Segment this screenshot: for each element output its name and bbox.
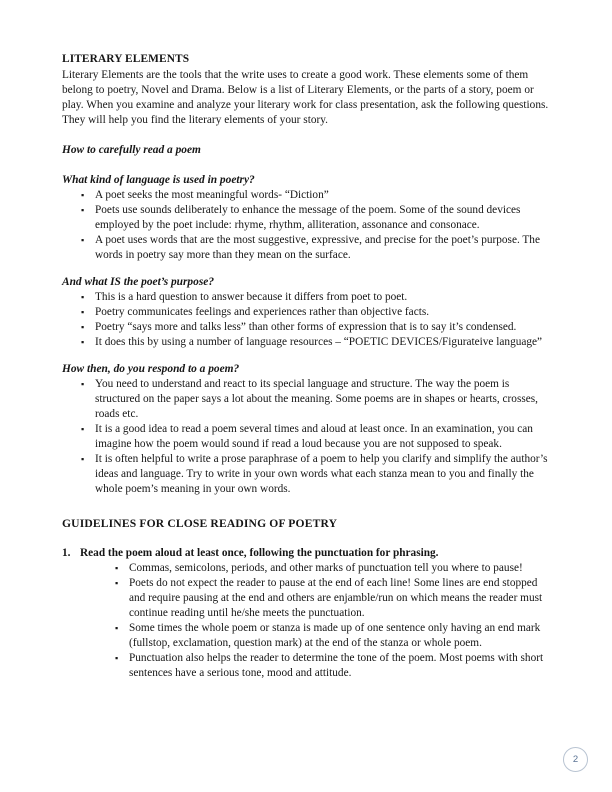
list-item-text: It is often helpful to write a prose paraphrase of a poem to help you clarify and simplify the author’s ideas and language. Try to write in your own words what each stanza mean to you and finally the whole poem’s meaning in your own words.: [95, 453, 548, 496]
bullet-icon: ▪: [115, 562, 119, 573]
list-item: [62, 377, 550, 422]
list-item-text: Poetry communicates feelings and experiences rather than objective facts.: [95, 305, 430, 318]
spacer: [62, 158, 550, 173]
bullet-icon: ▪: [81, 337, 85, 348]
list-item: [62, 621, 550, 651]
section-heading-guidelines: GUIDELINES FOR CLOSE READING OF POETRY: [62, 516, 338, 530]
bullet-icon: ▪: [81, 306, 85, 317]
bullet-icon: ▪: [81, 189, 85, 200]
list-item: [62, 233, 550, 263]
document-body: [62, 52, 550, 681]
spacer: [62, 263, 550, 275]
bullet-icon: ▪: [81, 321, 85, 332]
spacer: [62, 128, 550, 143]
list-item-number: 1.: [62, 546, 71, 559]
bullet-list-purpose: [62, 290, 550, 350]
section-heading-purpose: And what IS the poet’s purpose?: [62, 275, 215, 288]
list-item: [62, 335, 550, 350]
list-item-text: Punctuation also helps the reader to determine the tone of the poem. Most poems with short sentences have a serious tone, mood and attitude.: [129, 652, 544, 680]
bullet-icon: ▪: [115, 623, 119, 633]
list-item: [62, 305, 550, 320]
bullet-icon: ▪: [115, 653, 119, 664]
list-item-text: You need to understand and react to its special language and structure. The way the poem is structured on the paper says a lot about the meaning. Some poems are in shapes or hearts, crosses, roads etc.: [95, 377, 538, 421]
numbered-list-item: [62, 546, 550, 561]
list-item-text: It is a good idea to read a poem several times and aloud at least once. In an examination, you can imagine how the poem would sound if read a loud because you are not supposed to speak.: [95, 423, 533, 451]
bullet-list-language: [62, 188, 550, 263]
list-item-text: Poets do not expect the reader to pause at the end of each line! Some lines are end stopped and require pausing at the end and others are enjamble/run on which means the reader must continue reading until he/she meets the punctuation.: [129, 576, 543, 619]
bullet-icon: ▪: [81, 454, 85, 465]
list-item: [62, 452, 550, 497]
bullet-icon: ▪: [81, 291, 85, 302]
list-item: [62, 651, 550, 681]
bullet-icon: ▪: [81, 378, 85, 389]
subheading-how-to-read: How to carefully read a poem: [62, 143, 201, 156]
section-heading-respond: How then, do you respond to a poem?: [62, 363, 240, 376]
page-number-badge: 2: [563, 747, 588, 772]
list-item: [62, 188, 550, 203]
list-item-text: It does this by using a number of language resources – “POETIC DEVICES/Figurateive language”: [95, 336, 543, 349]
list-item: [62, 561, 550, 576]
section-heading-language: What kind of language is used in poetry?: [62, 173, 255, 186]
list-item: [62, 320, 550, 335]
list-item-text: Read the poem aloud at least once, following the punctuation for phrasing.: [80, 546, 439, 559]
bullet-icon: ▪: [81, 424, 85, 435]
bullet-icon: ▪: [81, 234, 85, 245]
intro-paragraph: Literary Elements are the tools that the write uses to create a good work. These elements some of them belong to poetry, Novel and Drama. Below is a list of Literary Elements, or the parts of a story, poem or play. When you examine and analyze your literary work for class presentation, ask the following questions. They will help you find the literary elements of your story.: [62, 68, 549, 126]
spacer: [62, 350, 550, 362]
list-item-text: Poets use sounds deliberately to enhance the message of the poem. Some of the sound devices employed by the poet include: rhyme, rhythm, alliteration, assonance and consonace.: [95, 203, 521, 231]
list-item: [62, 422, 550, 452]
spacer: [62, 531, 550, 546]
spacer: [62, 498, 550, 516]
list-item-text: Some times the whole poem or stanza is made up of one sentence only having an end mark (fullstop, exclamation, question mark) at the end of the stanza or whole poem.: [129, 622, 541, 650]
bullet-list-respond: [62, 377, 550, 498]
list-item-text: A poet uses words that are the most suggestive, expressive, and precise for the poet’s purpose. The words in poetry say more than they mean on the surface.: [95, 233, 540, 261]
list-item-text: This is a hard question to answer because it differs from poet to poet.: [95, 290, 408, 303]
list-item-text: Commas, semicolons, periods, and other marks of punctuation tell you where to pause!: [129, 561, 523, 574]
list-item-text: Poetry “says more and talks less” than other forms of expression that is to say it’s condensed.: [95, 320, 517, 333]
list-item-text: A poet seeks the most meaningful words- “Diction”: [95, 188, 329, 201]
list-item: [62, 203, 550, 233]
bullet-icon: ▪: [115, 577, 119, 588]
list-item: [62, 576, 550, 621]
bullet-list-guidelines: [62, 561, 550, 682]
bullet-icon: ▪: [81, 204, 85, 215]
page-title: LITERARY ELEMENTS: [62, 53, 190, 65]
list-item: [62, 290, 550, 305]
